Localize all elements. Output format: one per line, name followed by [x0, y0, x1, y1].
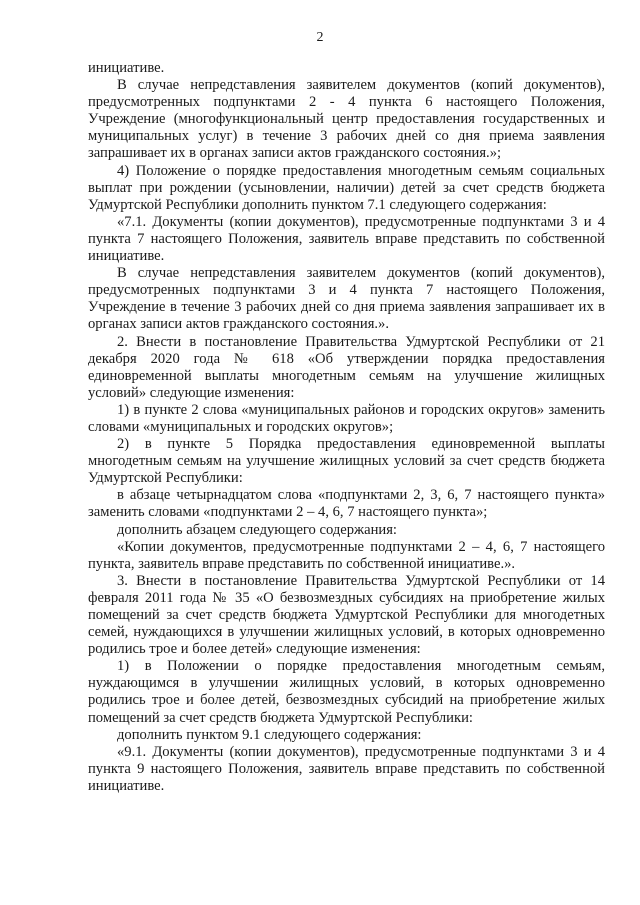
paragraph: дополнить абзацем следующего содержания: — [117, 521, 397, 538]
paragraph: В случае непредставления заявителем документов (копий документов), предусмотренных подпунктами 3 и 4 пункта 7 настоящего Положения, Учреждение в течение 3 рабочих дней со дня приема заявления запрашивает их в органах записи актов гражданского состояния.». — [88, 265, 605, 333]
paragraph: 1) в пункте 2 слова «муниципальных районов и городских округов» заменить словами «муниципальных и городских округов»; — [88, 401, 605, 435]
paragraph-continuation: инициативе. — [88, 60, 165, 76]
paragraph: в абзаце четырнадцатом слова «подпунктами 2, 3, 6, 7 настоящего пункта» заменить словами «подпунктами 2 – 4, 6, 7 настоящего пункта»; — [88, 487, 605, 521]
paragraph: 2. Внести в постановление Правительства Удмуртской Республики от 21 декабря 2020 года № 618 «Об утверждении порядка предоставления единовременной выплаты многодетным семьям на улучшение жилищных условий» следующие изменения: — [88, 333, 605, 401]
paragraph: «7.1. Документы (копии документов), предусмотренные подпунктами 3 и 4 пункта 7 настоящего Положения, заявитель вправе представить по собственной инициативе. — [88, 213, 605, 265]
paragraph: «9.1. Документы (копии документов), предусмотренные подпунктами 3 и 4 пункта 9 настоящего Положения, заявитель вправе представить по собственной инициативе. — [88, 743, 605, 794]
document-body — [88, 60, 605, 795]
paragraph: 4) Положение о порядке предоставления многодетным семьям социальных выплат при рождении (усыновлении, наличии) детей за счет средств бюджета Удмуртской Республики дополнить пунктом 7.1 следующего содержания: — [88, 162, 605, 213]
paragraph: 3. Внести в постановление Правительства Удмуртской Республики от 14 февраля 2011 года № 35 «О безвозмездных субсидиях на приобретение жилых помещений за счет средств бюджета Удмуртской Республики для многодетных семей, нуждающихся в улучшении жилищных условий, в которых одновременно родились трое и более детей» следующие изменения: — [88, 572, 605, 658]
paragraph: дополнить пунктом 9.1 следующего содержания: — [117, 726, 422, 743]
paragraph: В случае непредставления заявителем документов (копий документов), предусмотренных подпунктами 2 - 4 пункта 6 настоящего Положения, Учреждение (многофункциональный центр предоставления государственных и муниципальных услуг) в течение 3 рабочих дней со дня приема заявления запрашивает их в органах записи актов гражданского состояния.»; — [88, 77, 605, 162]
paragraph: 1) в Положении о порядке предоставления многодетным семьям, нуждающимся в улучшении жилищных условий, в которых одновременно родились трое и более детей, безвозмездных субсидий на приобретение жилых помещений за счет средств бюджета Удмуртской Республики: — [88, 658, 605, 726]
page-number: 2 — [316, 30, 324, 45]
paragraph: 2) в пункте 5 Порядка предоставления единовременной выплаты многодетным семьям на улучшение жилищных условий за счет средств бюджета Удмуртской Республики: — [88, 436, 605, 487]
paragraph: «Копии документов, предусмотренные подпунктами 2 – 4, 6, 7 настоящего пункта, заявитель вправе представить по собственной инициативе.». — [88, 538, 605, 572]
